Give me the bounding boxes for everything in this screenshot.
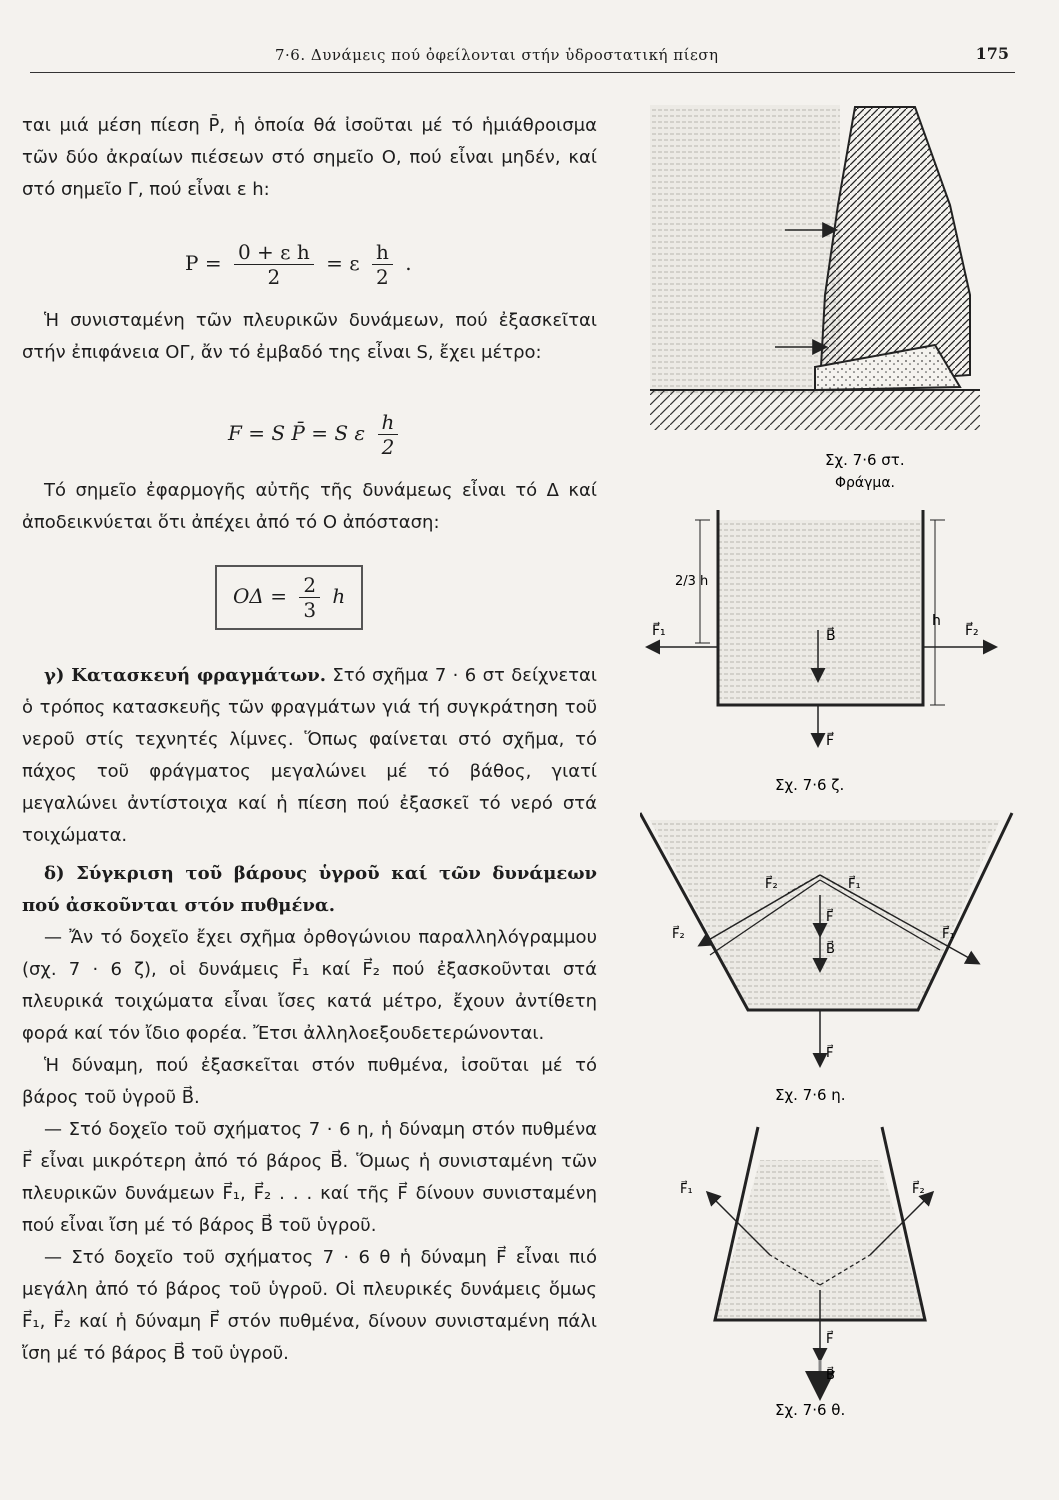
text-block-2: [22, 305, 597, 369]
label-F2-z: F⃗₂: [965, 623, 979, 639]
label-F-h-inner: F⃗: [826, 910, 834, 925]
page-header: [30, 40, 1015, 76]
label-F1-h: F⃗₁: [942, 927, 955, 942]
label-F-z: F⃗: [826, 733, 835, 749]
paragraph-9: — Στό δοχεῖο τοῦ σχήματος 7 · 6 θ ἡ δύναμη F⃗ εἶναι πιό μεγάλη ἀπό τό βάρος τοῦ ὑγροῦ. Οἱ πλευρικές δυνάμεις ὅμως F⃗₁, F⃗₂ καί ἡ δύναμη F⃗ στόν πυθμένα, δίνουν συνισταμένη πάλι ἴση μέ τό βάρος B⃗ τοῦ ὑγροῦ.: [22, 1247, 597, 1364]
label-B-h: B⃗: [826, 942, 835, 957]
label-F1-th: F⃗₁: [680, 1182, 693, 1197]
paragraph-6: — Ἄν τό δοχεῖο ἔχει σχῆμα ὀρθογώνιου παραλληλόγραμμου (σχ. 7 · 6 ζ), οἱ δυνάμεις F⃗₁ καί F⃗₂ πού ἐξασκοῦνται στά πλευρικά τοιχώματα εἶναι ἴσες κατά μέτρο, ἔχουν ἀντίθετη φορά καί τόν ἴδιο φορέα. Ἔτσι ἀλληλοεξουδετερώνονται.: [22, 927, 597, 1044]
text-block-3: [22, 475, 597, 539]
label-F2-th: F⃗₂: [912, 1182, 925, 1197]
paragraph-4: γ) Κατασκευή φραγμάτων. Στό σχῆμα 7 · 6 στ δείχνεται ὁ τρόπος κατασκευῆς τῶν φραγμάτων γιά τή συγκράτηση τοῦ νεροῦ στίς τεχνητές λίμνες. Ὅπως φαίνεται στό σχῆμα, τό πάχος τοῦ φράγματος μεγαλώνει μέ τό βάθος, γιατί μεγαλώνει ἀντίστοιχα καί ἡ πίεση πού ἐξασκεῖ τό νερό στά τοιχώματα.: [22, 665, 598, 846]
paragraph-8: — Στό δοχεῖο τοῦ σχήματος 7 · 6 η, ἡ δύναμη στόν πυθμένα F⃗ εἶναι μικρότερη ἀπό τό βάρος B⃗. Ὅμως ἡ συνισταμένη τῶν πλευρικῶν δυνάμεων F⃗₁, F⃗₂ . . . καί τῆς F⃗ δίνουν συνισταμένη πού εἶναι ἴση μέ τό βάρος B⃗ τοῦ ὑγροῦ.: [22, 1119, 597, 1236]
reservoir-water: [650, 105, 840, 395]
equation-force: F = S P̄ = S ε $\frac{h}{2}$: [228, 410, 404, 459]
figures-svg: [640, 95, 1040, 1485]
label-B-z: B⃗: [826, 628, 836, 644]
figure-converging-vessel: [680, 1127, 932, 1419]
label-two-thirds-h: 2/3 h: [675, 574, 709, 589]
label-F-h: F⃗: [826, 1046, 834, 1061]
caption-fig-z: Σχ. 7·6 ζ.: [775, 776, 845, 794]
paragraph-2: Ἡ συνισταμένη τῶν πλευρικῶν δυνάμεων, πού ἐξασκεῖται στήν ἐπιφάνεια ΟΓ, ἄν τό ἐμβαδό της εἶναι S, ἔχει μέτρο:: [22, 310, 597, 363]
section-heading-dams: γ) Κατασκευή φραγμάτων.: [44, 665, 326, 686]
paragraph-7: Ἡ δύναμη, πού ἐξασκεῖται στόν πυθμένα, ἰσοῦται μέ τό βάρος τοῦ ὑγροῦ B⃗.: [22, 1055, 597, 1108]
dam-body: [820, 107, 970, 385]
vessel-h-liquid: [650, 820, 1000, 1010]
equation-boxed-distance: ΟΔ = $\frac{2}{3}$ h: [215, 565, 363, 630]
ground: [650, 390, 980, 430]
paragraph-1: ται μιά μέση πίεση P̄, ἡ ὁποία θά ἰσοῦται μέ τό ἡμιάθροισμα τῶν δύο ἀκραίων πιέσεων στό σημεῖο Ο, πού εἶναι μηδέν, καί στό σημεῖο Γ, πού εἶναι ε h:: [22, 115, 597, 200]
caption-fig-th: Σχ. 7·6 θ.: [775, 1401, 846, 1419]
figure-dam: [650, 105, 980, 491]
caption-fig-st: Σχ. 7·6 στ.: [825, 451, 905, 469]
paragraph-3: Τό σημεῖο ἐφαρμογῆς αὐτῆς τῆς δυνάμεως εἶναι τό Δ καί ἀποδεικνύεται ὅτι ἀπέχει ἀπό τό Ο ἀπόσταση:: [22, 480, 597, 533]
label-F-th: F⃗: [826, 1332, 834, 1347]
text-column: [22, 110, 602, 206]
vessel-z-liquid: [718, 520, 923, 705]
running-title: 7·6. Δυνάμεις πού ὀφείλονται στήν ὑδροστατική πίεση: [275, 46, 719, 64]
text-block-4: [22, 660, 597, 1370]
section-heading-comparison: δ) Σύγκριση τοῦ βάρους ὑγροῦ καί τῶν δυνάμεων πού ἀσκοῦνται στόν πυθμένα.: [22, 863, 597, 916]
equation-mean-pressure: P = $\frac{\text{0 + ε h}}{2}$ = ε $\frac{h}{2}$ .: [185, 240, 412, 289]
header-rule: [30, 72, 1015, 73]
label-F1-z: F⃗₁: [652, 623, 666, 639]
label-F2-h: F⃗₂: [672, 927, 685, 942]
paragraph-5: [22, 858, 597, 922]
figure-diverging-vessel: [640, 813, 1012, 1104]
figure-rectangular-vessel: [648, 510, 995, 794]
caption-fig-st-sub: Φράγμα.: [835, 475, 896, 491]
label-F2-h-top: F⃗₂: [765, 877, 778, 892]
caption-fig-h: Σχ. 7·6 η.: [775, 1086, 846, 1104]
label-h: h: [932, 613, 941, 629]
label-B-th: B⃗: [826, 1368, 835, 1383]
page-number: 175: [975, 44, 1009, 63]
label-F1-h-top: F⃗₁: [848, 877, 861, 892]
